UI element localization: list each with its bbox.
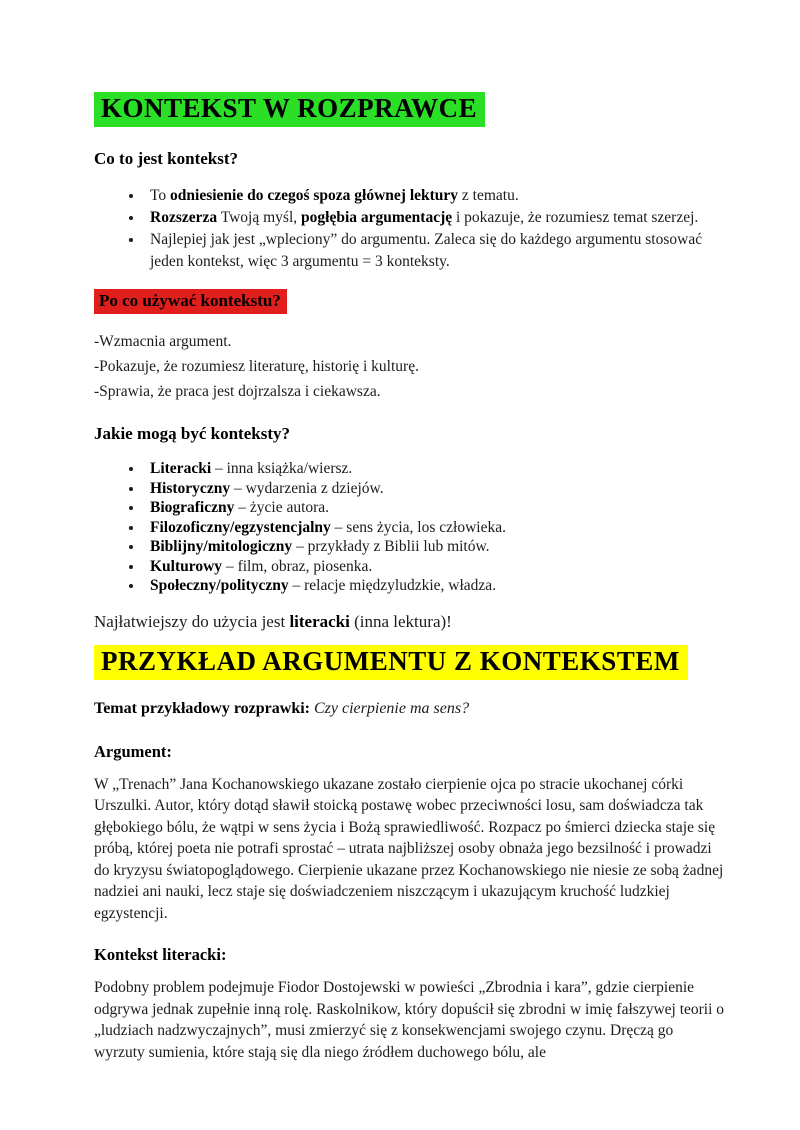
types-list (94, 459, 726, 596)
term-label: Kulturowy (150, 557, 223, 575)
heading-what-is-context: Co to jest kontekst? (94, 149, 239, 168)
literary-context-heading: Kontekst literacki: (94, 945, 227, 964)
topic-label: Temat przykładowy rozprawki: (94, 699, 310, 717)
list-item (144, 498, 726, 518)
term-label: Społeczny/polityczny (150, 577, 289, 594)
term-label: Filozoficzny/egzystencjalny (150, 518, 331, 536)
list-item (144, 459, 726, 479)
term-label: Biblijny/mitologiczny (150, 538, 293, 555)
dash-line: -Wzmacnia argument. (94, 333, 232, 350)
text-fragment: Najłatwiejszy do użycia jest (94, 611, 290, 631)
term-desc: – relacje międzyludzkie, władza. (288, 577, 497, 594)
text-fragment: Twoją myśl, (217, 209, 302, 226)
list-item (144, 479, 726, 499)
bold-fragment: literacki (289, 611, 350, 631)
term-desc: – film, obraz, piosenka. (222, 557, 373, 575)
dash-line: -Pokazuje, że rozumiesz literaturę, historię i kulturę. (94, 358, 419, 375)
list-item (144, 518, 726, 538)
doc-title: KONTEKST W ROZPRAWCE (94, 92, 485, 127)
term-desc: – sens życia, los człowieka. (330, 518, 506, 536)
bold-fragment: odniesienie do czegoś spoza głównej lektury (170, 187, 459, 204)
term-desc: – życie autora. (234, 499, 330, 516)
text-fragment: Najlepiej jak jest „wpleciony” do argumentu. Zaleca się do każdego argumentu stosować jeden kontekst, więc 3 argumentu = 3 konteksty. (150, 231, 703, 270)
text-fragment: i pokazuje, że rozumiesz temat szerzej. (452, 209, 699, 226)
list-item (144, 207, 726, 229)
argument-paragraph: W „Trenach” Jana Kochanowskiego ukazane zostało cierpienie ojca po stracie ukochanej córki Urszulki. Autor, który dotąd sławił stoicką postawę wobec przeciwności losu, sam doświadcza tak głębokiego bólu, że wątpi w sens życia i Bożą sprawiedliwość. Rozpacz po śmierci dziecka staje się próbą, której poeta nie potrafi sprostać – utrata najbliższej osoby obnaża jego bezsilność i prowadzi do kryzysu światopoglądowego. Cierpienie ukazane przez Kochanowskiego nie niesie ze sobą żadnej nadziei ani nauki, lecz staje się doświadczeniem niszczącym i ukazującym kruchość ludzkiej egzystencji. (94, 775, 724, 922)
argument-heading: Argument: (94, 741, 172, 761)
term-label: Historyczny (150, 479, 231, 497)
why-lines (94, 329, 726, 404)
list-item (144, 185, 726, 207)
dash-line: -Sprawia, że praca jest dojrzalsza i ciekawsza. (94, 383, 381, 400)
what-bullet-list (94, 185, 726, 273)
term-label: Biograficzny (150, 499, 235, 516)
text-fragment: (inna lektura)! (349, 611, 452, 631)
heading-why-use-context: Po co używać kontekstu? (94, 289, 287, 314)
heading-context-types: Jakie mogą być konteksty? (94, 424, 290, 443)
topic-value: Czy cierpienie ma sens? (314, 699, 470, 717)
list-item (144, 537, 726, 557)
term-label: Literacki (150, 460, 212, 477)
bold-fragment: pogłębia argumentację (301, 209, 453, 226)
essay-topic (94, 699, 726, 719)
bold-fragment: Rozszerza (150, 209, 218, 226)
term-desc: – inna książka/wiersz. (211, 460, 353, 477)
list-item (144, 229, 726, 273)
list-item (144, 557, 726, 577)
literary-context-paragraph: Podobny problem podejmuje Fiodor Dostojewski w powieści „Zbrodnia i kara”, gdzie cierpienie odgrywa jednak zupełnie inną rolę. Raskolnikow, który dopuścił się zbrodni w imię fałszywej teorii o „ludziach nadzwyczajnych”, musi zmierzyć się z konsekwencjami swojego czynu. Dręczą go wyrzuty sumienia, które stają się dla niego źródłem duchowego bólu, ale (94, 979, 725, 1061)
list-item (144, 576, 726, 596)
text-fragment: z tematu. (458, 187, 519, 204)
term-desc: – przykłady z Biblii lub mitów. (292, 538, 490, 555)
term-desc: – wydarzenia z dziejów. (230, 479, 384, 497)
text-fragment: To (150, 187, 171, 204)
easiest-context-note (94, 611, 726, 632)
example-section-title: PRZYKŁAD ARGUMENTU Z KONTEKSTEM (94, 645, 688, 680)
